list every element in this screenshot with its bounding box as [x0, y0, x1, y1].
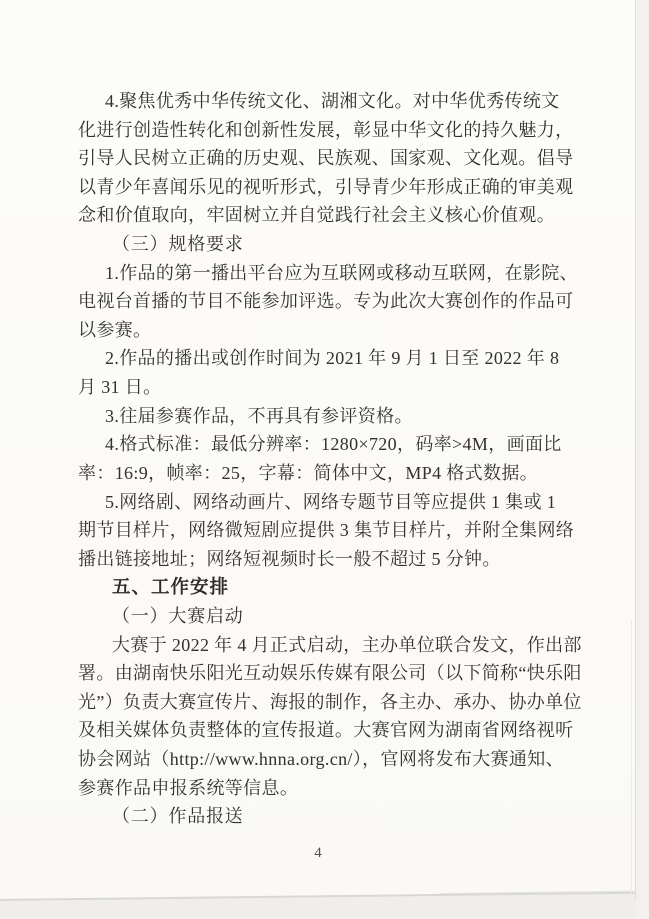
scanner-background-right: [636, 0, 649, 919]
body-line-15: 5.网络剧、网络动画片、网络专题节目等应提供 1 集或 1: [105, 491, 557, 512]
body-line-11: 月 31 日。: [78, 377, 162, 398]
subsection-heading-contest-launch: （一）大赛启动: [112, 605, 244, 626]
paper-stack-edge-line: [631, 620, 632, 895]
body-line-17: 播出链接地址；网络短视频时长一般不超过 5 分钟。: [78, 548, 501, 569]
body-line-25: 参赛作品申报系统等信息。: [78, 777, 299, 798]
document-text-block: [78, 87, 582, 831]
page-number: 4: [314, 845, 322, 861]
body-line-24: 协会网站（http://www.hnna.org.cn/），官网将发布大赛通知、: [78, 749, 564, 770]
body-line-5: 念和价值取向，牢固树立并自觉践行社会主义核心价值观。: [78, 205, 556, 226]
subsection-heading-work-submission: （二）作品报送: [112, 806, 244, 827]
body-line-4: 以青少年喜闻乐见的视听形式，引导青少年形成正确的审美观: [78, 176, 574, 197]
body-line-16: 期节目样片，网络微短剧应提供 3 集节目样片，并附全集网络: [78, 520, 575, 541]
body-line-7: 1.作品的第一播出平台应为互联网或移动互联网，在影院、: [105, 262, 578, 283]
body-line-22: 光”）负责大赛宣传片、海报的制作，各主办、承办、协办单位: [78, 691, 582, 712]
body-line-10: 2.作品的播出或创作时间为 2021 年 9 月 1 日至 2022 年 8: [105, 348, 560, 369]
body-line-2: 化进行创造性转化和创新性发展，彰显中华文化的持久魅力，: [78, 119, 574, 140]
body-line-3: 引导人民树立正确的历史观、民族观、国家观、文化观。倡导: [78, 148, 574, 169]
paper-right-edge: [635, 0, 636, 899]
section-heading-work-arrangement: 五、工作安排: [112, 576, 230, 598]
body-line-20: 大赛于 2022 年 4 月正式启动，主办单位联合发文，作出部: [112, 634, 582, 655]
body-line-8: 电视台首播的节目不能参加评选。专为此次大赛创作的作品可: [78, 291, 574, 312]
body-line-21: 署。由湖南快乐阳光互动娱乐传媒有限公司（以下简称“快乐阳: [78, 663, 582, 684]
body-line-14: 率：16:9，帧率：25，字幕：简体中文，MP4 格式数据。: [78, 462, 539, 483]
body-line-12: 3.往届参赛作品，不再具有参评资格。: [105, 405, 413, 426]
subsection-heading-spec-requirements: （三）规格要求: [112, 234, 244, 255]
body-line-23: 及相关媒体负责整体的宣传报道。大赛官网为湖南省网络视听: [78, 720, 574, 741]
body-line-13: 4.格式标准：最低分辨率：1280×720，码率>4M，画面比: [105, 434, 562, 455]
body-line-9: 以参赛。: [78, 319, 152, 340]
body-line-1: 4.聚焦优秀中华传统文化、湖湘文化。对中华优秀传统文: [105, 91, 560, 111]
